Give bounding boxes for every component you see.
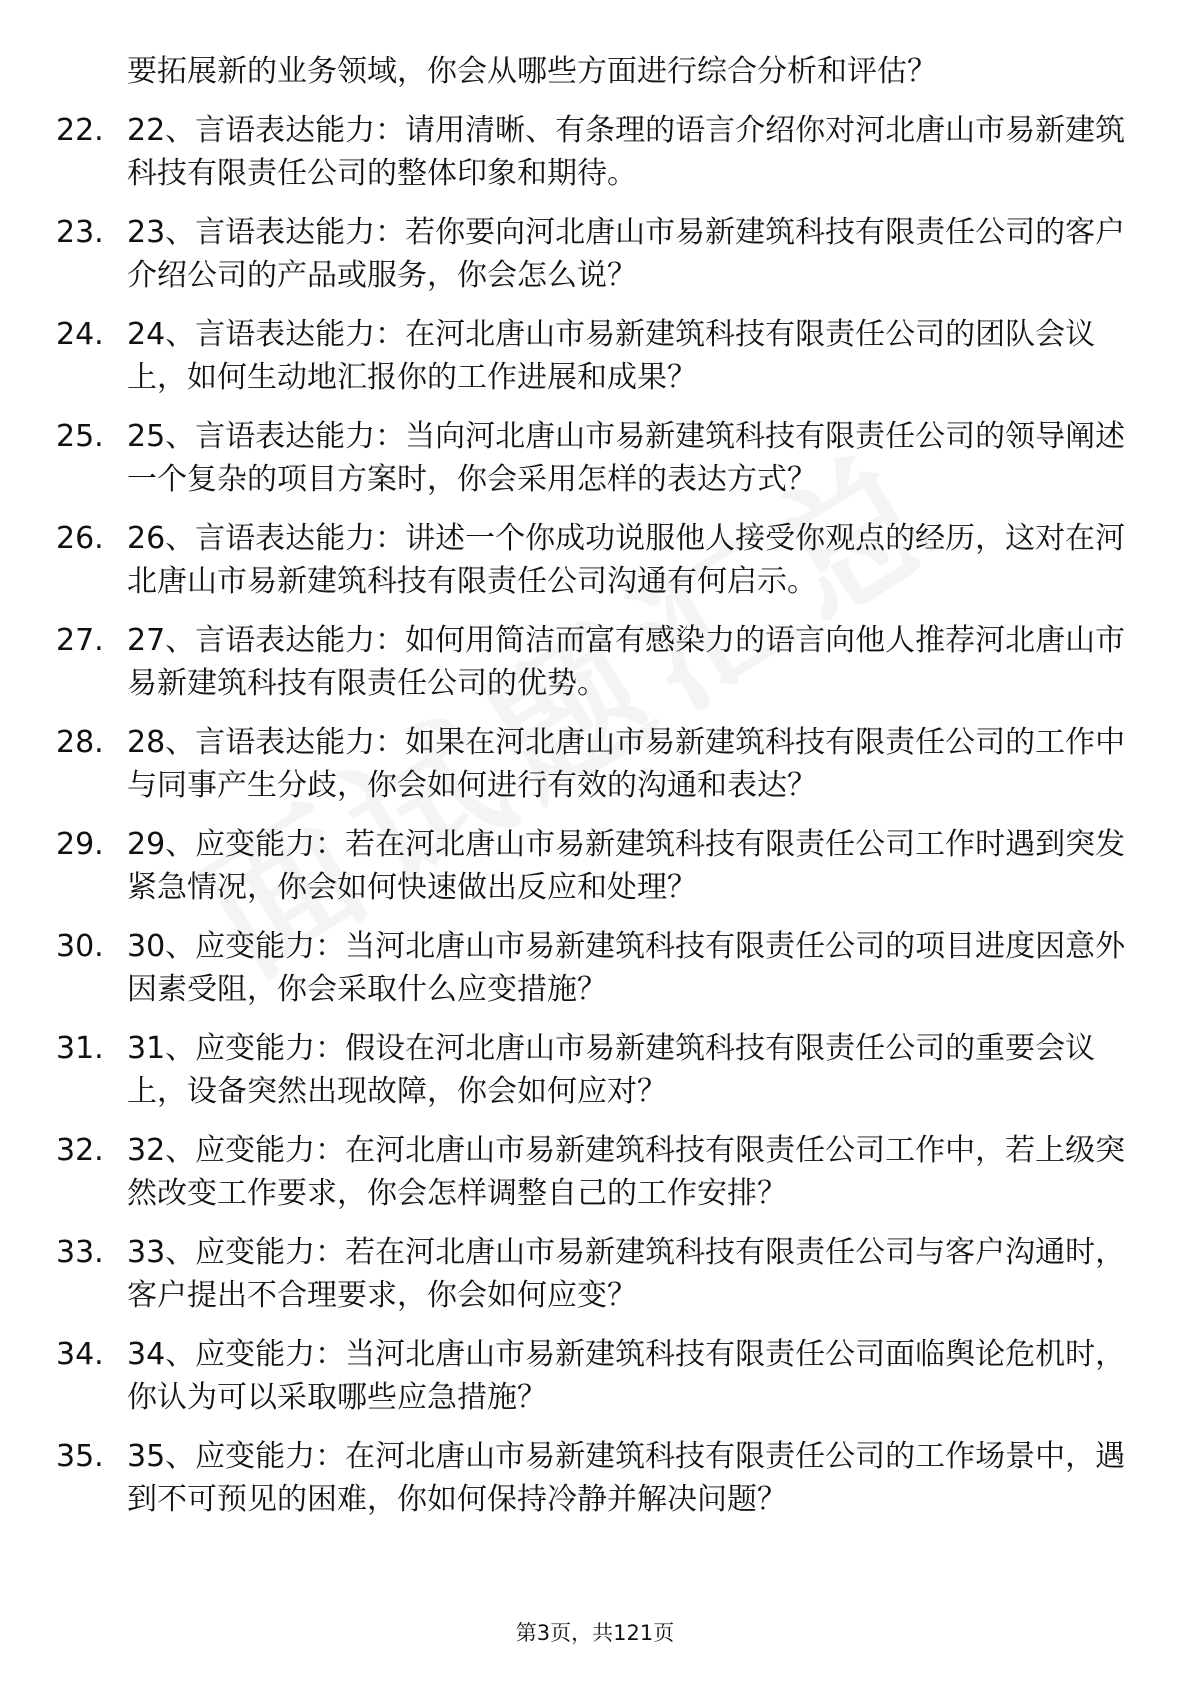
question-number: 23. (56, 215, 104, 250)
question-item (56, 109, 1136, 195)
question-number: 27. (56, 623, 104, 658)
question-item (56, 1027, 1136, 1113)
question-item (56, 1231, 1136, 1317)
question-item (56, 415, 1136, 501)
question-text: 29、应变能力：若在河北唐山市易新建筑科技有限责任公司工作时遇到突发紧急情况，你会如何快速做出反应和处理？ (127, 827, 1126, 905)
question-text: 22、言语表达能力：请用清晰、有条理的语言介绍你对河北唐山市易新建筑科技有限责任公司的整体印象和期待。 (127, 113, 1126, 191)
question-number: 29. (56, 827, 104, 862)
question-text: 34、应变能力：当河北唐山市易新建筑科技有限责任公司面临舆论危机时，你认为可以采取哪些应急措施？ (127, 1337, 1126, 1415)
question-number: 35. (56, 1439, 104, 1474)
question-text: 33、应变能力：若在河北唐山市易新建筑科技有限责任公司与客户沟通时，客户提出不合理要求，你会如何应变？ (127, 1235, 1126, 1313)
question-text: 35、应变能力：在河北唐山市易新建筑科技有限责任公司的工作场景中，遇到不可预见的困难，你如何保持冷静并解决问题？ (127, 1439, 1126, 1517)
question-item (56, 211, 1136, 297)
question-number: 34. (56, 1337, 104, 1372)
question-item (56, 1435, 1136, 1521)
question-item (56, 517, 1136, 603)
question-number: 31. (56, 1031, 104, 1066)
continued-question-text: 要拓展新的业务领域，你会从哪些方面进行综合分析和评估？ (127, 54, 937, 89)
question-text: 30、应变能力：当河北唐山市易新建筑科技有限责任公司的项目进度因意外因素受阻，你会采取什么应变措施？ (127, 929, 1126, 1007)
page-number-footer: 第3页，共121页 (515, 1621, 675, 1645)
question-item (56, 1333, 1136, 1419)
question-number: 32. (56, 1133, 104, 1168)
question-item (56, 925, 1136, 1011)
question-item (56, 823, 1136, 909)
question-number: 25. (56, 419, 104, 454)
question-item (56, 1129, 1136, 1215)
question-text: 31、应变能力：假设在河北唐山市易新建筑科技有限责任公司的重要会议上，设备突然出现故障，你会如何应对？ (127, 1031, 1096, 1109)
question-text: 28、言语表达能力：如果在河北唐山市易新建筑科技有限责任公司的工作中与同事产生分歧，你会如何进行有效的沟通和表达？ (127, 725, 1126, 803)
question-number: 28. (56, 725, 104, 760)
question-text: 24、言语表达能力：在河北唐山市易新建筑科技有限责任公司的团队会议上，如何生动地汇报你的工作进展和成果？ (127, 317, 1096, 395)
question-item (56, 619, 1136, 705)
question-text: 27、言语表达能力：如何用简洁而富有感染力的语言向他人推荐河北唐山市易新建筑科技有限责任公司的优势。 (127, 623, 1126, 701)
question-text: 25、言语表达能力：当向河北唐山市易新建筑科技有限责任公司的领导阐述一个复杂的项目方案时，你会采用怎样的表达方式？ (127, 419, 1126, 497)
question-text: 32、应变能力：在河北唐山市易新建筑科技有限责任公司工作中，若上级突然改变工作要求，你会怎样调整自己的工作安排？ (127, 1133, 1126, 1211)
question-number: 26. (56, 521, 104, 556)
question-number: 33. (56, 1235, 104, 1270)
question-text: 23、言语表达能力：若你要向河北唐山市易新建筑科技有限责任公司的客户介绍公司的产品或服务，你会怎么说？ (127, 215, 1126, 293)
question-item (56, 313, 1136, 399)
question-number: 24. (56, 317, 104, 352)
question-number: 30. (56, 929, 104, 964)
question-item (56, 721, 1136, 807)
question-list (56, 50, 1136, 1537)
question-text: 26、言语表达能力：讲述一个你成功说服他人接受你观点的经历，这对在河北唐山市易新建筑科技有限责任公司沟通有何启示。 (127, 521, 1126, 599)
question-number: 22. (56, 113, 104, 148)
